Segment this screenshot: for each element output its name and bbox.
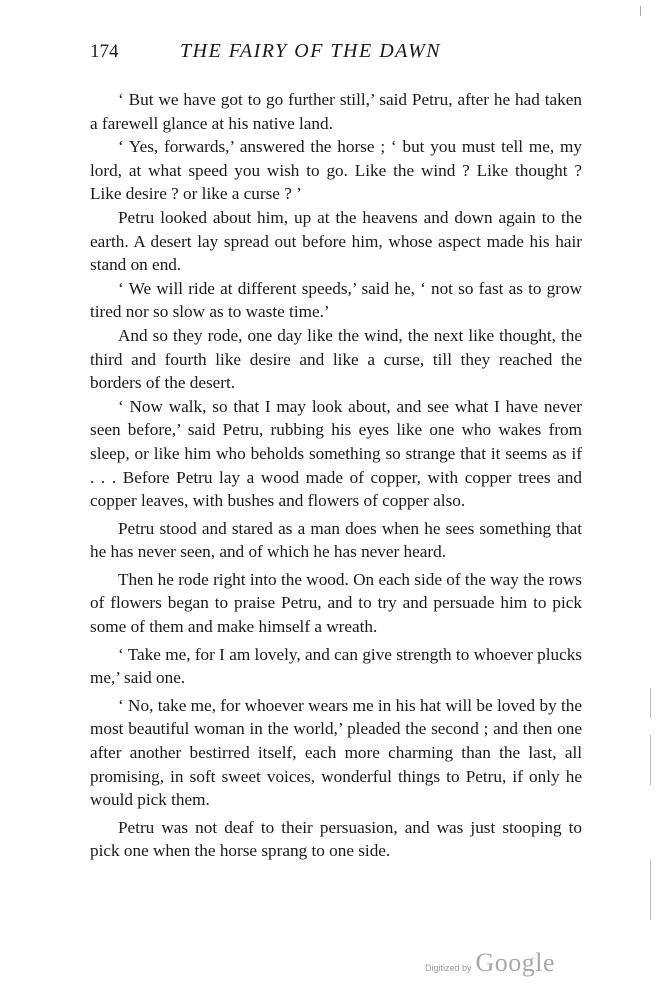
digitized-watermark <box>425 948 555 978</box>
watermark-prefix: Digitized by <box>425 963 472 973</box>
running-title: THE FAIRY OF THE DAWN <box>180 40 442 62</box>
scan-edge-mark <box>650 860 651 920</box>
page-body <box>90 88 582 863</box>
scan-edge-mark <box>650 735 651 785</box>
page-header <box>90 40 582 76</box>
paragraph: ‘ No, take me, for whoever wears me in his hat will be loved by the most beautiful woman in the world,’ pleaded the second ; and then one after another bestirred itself, each more charming than the last, all promising, in soft sweet voices, wonderful things to Petru, if only he would pick them. <box>90 695 582 810</box>
paragraph: Then he rode right into the wood. On each side of the way the rows of flowers began to praise Petru, and to try and persuade him to pick some of them and make himself a wreath. <box>90 569 582 637</box>
paragraph: Petru stood and stared as a man does when he sees something that he has never seen, and of which he has never heard. <box>90 518 582 562</box>
paragraph: And so they rode, one day like the wind, the next like thought, the third and fourth like desire and like a curse, till they reached the borders of the desert. <box>90 325 582 393</box>
page-number: 174 <box>90 41 119 62</box>
scan-edge-mark <box>650 688 651 718</box>
scan-corner-mark <box>640 6 641 16</box>
google-logo: Google <box>475 948 556 977</box>
book-page <box>90 40 582 863</box>
paragraph: ‘ Take me, for I am lovely, and can give strength to whoever plucks me,’ said one. <box>90 644 582 688</box>
paragraph: ‘ Yes, forwards,’ answered the horse ; ‘ but you must tell me, my lord, at what speed you wish to go. Like the wind ? Like thought ? Like desire ? or like a curse ? ’ <box>90 137 582 204</box>
paragraph: Petru was not deaf to their persuasion, and was just stooping to pick one when the horse sprang to one side. <box>90 817 582 861</box>
paragraph: ‘ We will ride at different speeds,’ said he, ‘ not so fast as to grow tired nor so slow as to waste time.’ <box>90 278 582 322</box>
paragraph: Petru looked about him, up at the heavens and down again to the earth. A desert lay spread out before him, whose aspect made his hair stand on end. <box>90 207 582 275</box>
paragraph: ‘ But we have got to go further still,’ said Petru, after he had taken a farewell glance at his native land. <box>90 90 582 133</box>
paragraph: ‘ Now walk, so that I may look about, and see what I have never seen before,’ said Petru, rubbing his eyes like one who wakes from sleep, or like him who beholds something so strange that it seems as if . . . Before Petru lay a wood made of copper, with copper trees and copper leaves, with bushes and flowers of copper also. <box>90 396 582 511</box>
